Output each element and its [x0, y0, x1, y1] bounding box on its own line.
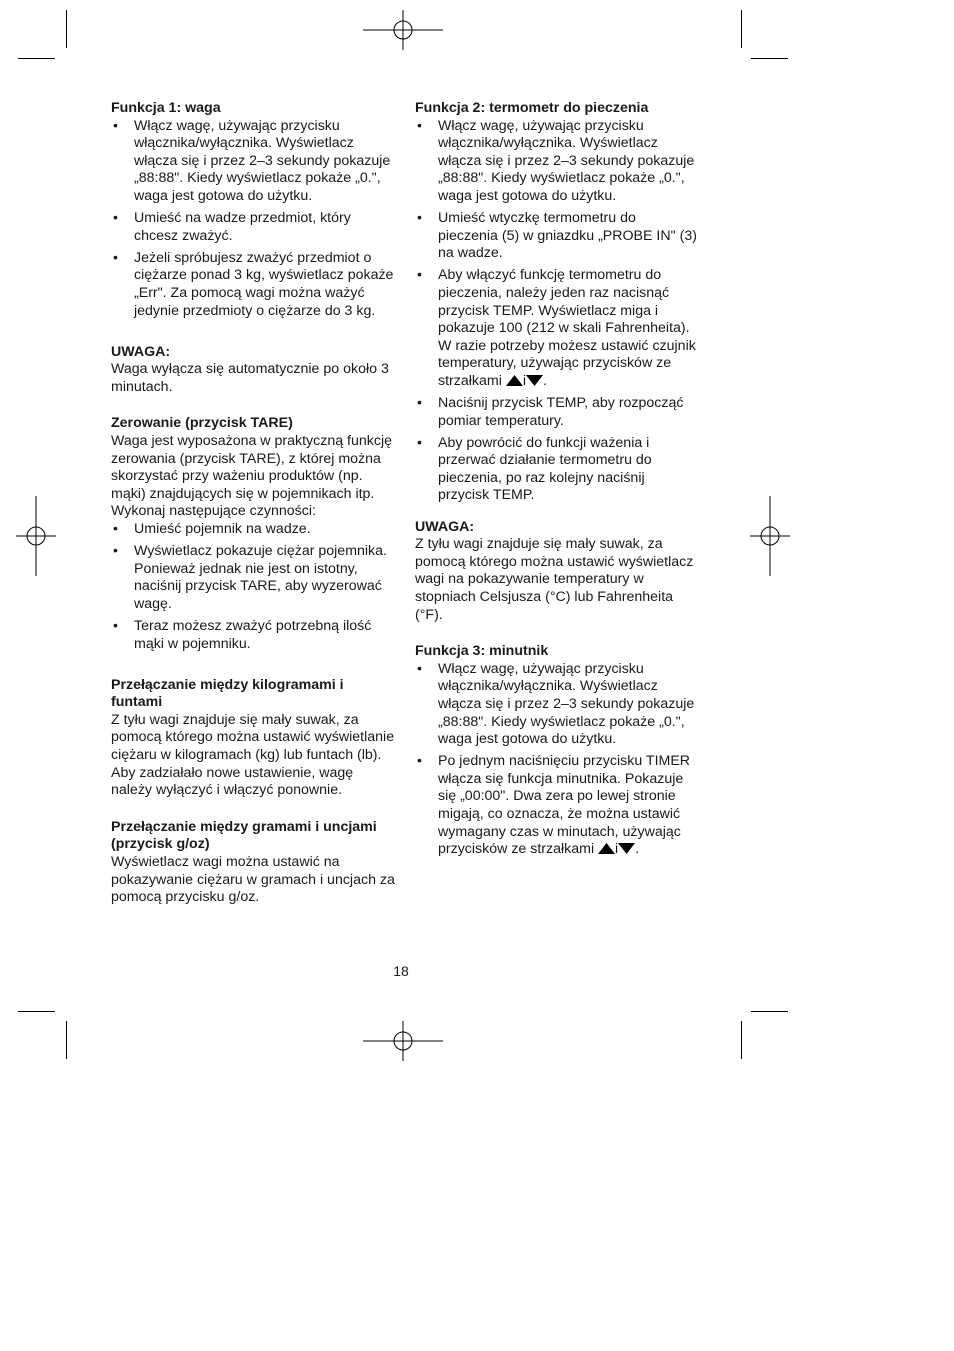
crop-mark: [18, 58, 55, 59]
right-column: [415, 100, 699, 863]
list-item: • Wyświetlacz pokazuje ciężar pojemnika. Ponieważ jednak nie jest on istotny, naciśnij przycisk TARE, aby wyzerować wagę.: [111, 543, 395, 613]
arrow-down-icon: [618, 843, 635, 854]
list-item: • Umieść wtyczkę termometru do pieczenia (5) w gniazdku „PROBE IN" (3) na wadze.: [415, 210, 699, 263]
note-heading: UWAGA:: [111, 343, 171, 360]
note-text: Waga wyłącza się automatycznie po około 3 minutach.: [111, 361, 389, 395]
note-heading: UWAGA:: [415, 518, 475, 535]
crop-mark: [751, 58, 788, 59]
section-heading: Zerowanie (przycisk TARE): [111, 415, 293, 432]
conjunction: i: [522, 372, 526, 389]
list-item: • Włącz wagę, używając przycisku włącznika/wyłącznika. Wyświetlacz włącza się i przez 2–3 sekundy pokazuje „88:88". Kiedy wyświetlacz pokaże „0.", waga jest gotowa do użytku.: [415, 118, 699, 206]
arrow-up-icon: [598, 843, 615, 854]
list-item: • Umieść na wadze przedmiot, który chcesz zważyć.: [111, 210, 395, 245]
section-heading: Funkcja 1: waga: [111, 100, 221, 116]
section-heading: Funkcja 3: minutnik: [415, 643, 549, 660]
list-item: [415, 753, 699, 859]
note-text: Z tyłu wagi znajduje się mały suwak, za pomocą którego można ustawić wyświetlacz wagi na pokazywanie temperatury w stopniach Celsjusza (°C) lub Fahrenheita (°F).: [415, 536, 694, 623]
conjunction: i: [615, 841, 619, 858]
punctuation: .: [542, 372, 547, 389]
paragraph: Z tyłu wagi znajduje się mały suwak, za pomocą którego można ustawić wyświetlanie ciężaru w kilogramach (kg) lub funtach (lb). Aby zadziałało nowe ustawienie, wagę należy wyłączyć i włączyć ponownie.: [111, 711, 395, 799]
list-item: • Naciśnij przycisk TEMP, aby rozpocząć pomiar temperatury.: [415, 395, 699, 430]
crop-mark: [18, 1011, 55, 1012]
list-item-text: Po jednym naciśnięciu przycisku TIMER włącza się funkcja minutnika. Pokazuje się „00:00". Dwa zera po lewej stronie migają, co oznacza, że można ustawić wymagany czas w minutach, używając przycisków ze strzałkami: [438, 753, 691, 858]
list-item: [415, 267, 699, 390]
bullet-list: [111, 521, 395, 653]
list-item: • Włącz wagę, używając przycisku włącznika/wyłącznika. Wyświetlacz włącza się i przez 2–3 sekundy pokazuje „88:88". Kiedy wyświetlacz pokaże „0.", waga jest gotowa do użytku.: [111, 118, 395, 206]
paragraph: Waga jest wyposażona w praktyczną funkcję zerowania (przycisk TARE), z której można skorzystać przy ważeniu produktów (np. mąki) znajdujących się w pojemnikach itp. Wykonaj następujące czynności:: [111, 433, 392, 520]
arrow-down-icon: [526, 375, 543, 386]
bullet-list: [111, 118, 395, 321]
list-item: • Jeżeli spróbujesz zważyć przedmiot o ciężarze ponad 3 kg, wyświetlacz pokaże „Err". Za pomocą wagi można ważyć jedynie przedmioty o ciężarze do 3 kg.: [111, 250, 395, 320]
page-number: 18: [393, 963, 409, 979]
list-item: • Włącz wagę, używając przycisku włącznika/wyłącznika. Wyświetlacz włącza się i przez 2–3 sekundy pokazuje „88:88". Kiedy wyświetlacz pokaże „0.", waga jest gotowa do użytku.: [415, 661, 699, 749]
crop-mark: [751, 1011, 788, 1012]
arrow-up-icon: [506, 375, 523, 386]
list-item: • Aby powrócić do funkcji ważenia i przerwać działanie termometru do pieczenia, po raz kolejny naciśnij przycisk TEMP.: [415, 435, 699, 505]
section-heading: Przełączanie między kilogramami i funtami: [111, 676, 344, 711]
crop-mark: [66, 10, 67, 48]
crop-mark: [66, 1021, 67, 1059]
list-item: • Umieść pojemnik na wadze.: [111, 521, 395, 539]
registration-mark-icon: [363, 1021, 443, 1061]
punctuation: .: [635, 841, 640, 858]
registration-mark-icon: [363, 10, 443, 50]
paragraph: Wyświetlacz wagi można ustawić na pokazywanie ciężaru w gramach i uncjach za pomocą przycisku g/oz.: [111, 853, 395, 906]
left-column: [111, 100, 395, 907]
section-heading: Funkcja 2: termometr do pieczenia: [415, 100, 649, 116]
crop-mark: [741, 10, 742, 48]
bullet-list: [415, 661, 699, 859]
bullet-list: [415, 118, 699, 505]
list-item: • Teraz możesz zważyć potrzebną ilość mąki w pojemniku.: [111, 618, 395, 653]
list-item-text: Aby włączyć funkcję termometru do pieczenia, należy jeden raz nacisnąć przycisk TEMP. Wyświetlacz miga i pokazuje 100 (212 w skali Fahrenheita). W razie potrzeby możesz ustawić czujnik temperatury, używając przycisków ze strzałkami: [438, 267, 696, 389]
crop-mark: [741, 1021, 742, 1059]
registration-mark-icon: [750, 496, 790, 576]
section-heading: Przełączanie między gramami i uncjami (przycisk g/oz): [111, 818, 377, 853]
registration-mark-icon: [16, 496, 56, 576]
